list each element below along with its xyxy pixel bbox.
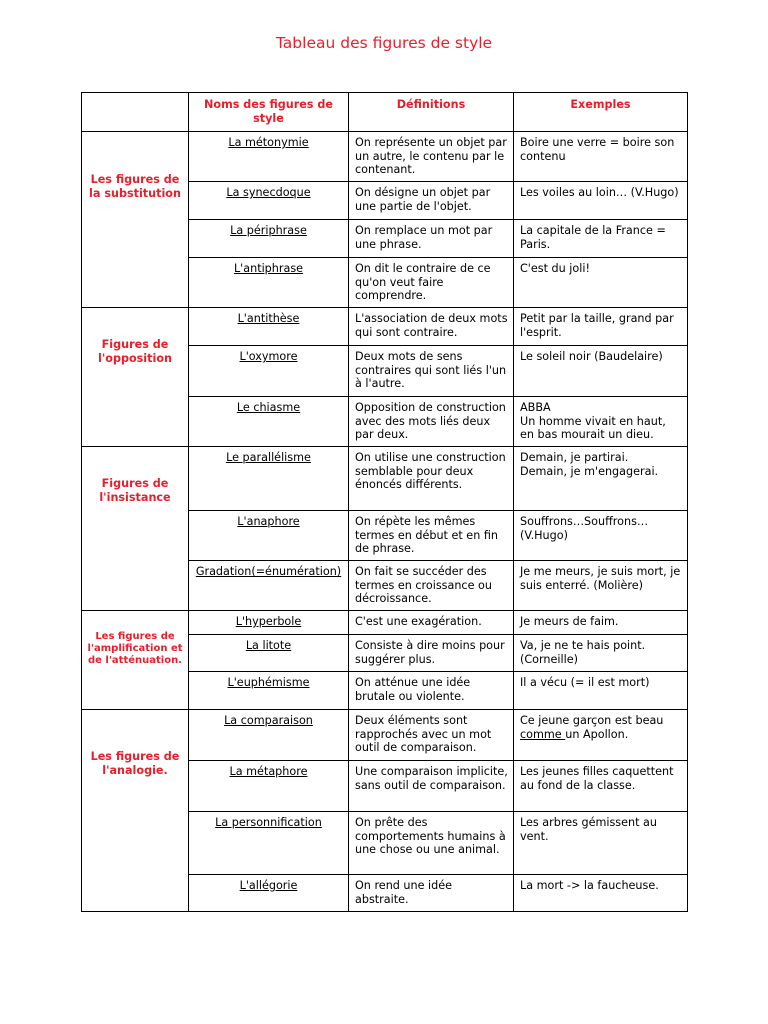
figure-definition: On représente un objet par un autre, le contenu par le contenant.: [349, 132, 514, 182]
figure-name: Le chiasme: [189, 397, 349, 447]
figure-name: L'anaphore: [189, 511, 349, 561]
figure-example: Le soleil noir (Baudelaire): [514, 346, 688, 397]
figure-definition: On désigne un objet par une partie de l'objet.: [349, 182, 514, 220]
group-label: Les figures de l'amplification et de l'atténuation.: [82, 611, 189, 710]
figure-example: [514, 447, 688, 511]
figure-example: Je meurs de faim.: [514, 611, 688, 635]
figure-definition: Deux mots de sens contraires qui sont liés l'un à l'autre.: [349, 346, 514, 397]
figure-example: La capitale de la France = Paris.: [514, 220, 688, 258]
figure-definition: Deux éléments sont rapprochés avec un mot outil de comparaison.: [349, 710, 514, 761]
figure-definition: On fait se succéder des termes en croissance ou décroissance.: [349, 561, 514, 611]
figure-name: L'hyperbole: [189, 611, 349, 635]
figure-example: Petit par la taille, grand par l'esprit.: [514, 308, 688, 346]
figure-example: [514, 710, 688, 761]
group-label: Figures de l'insistance: [82, 447, 189, 611]
header-definitions: Définitions: [349, 93, 514, 132]
example-line: Un homme vivait en haut, en bas mourait un dieu.: [520, 414, 666, 441]
figure-example: Les voiles au loin… (V.Hugo): [514, 182, 688, 220]
figure-name: La litote: [189, 635, 349, 672]
figure-definition: On dit le contraire de ce qu'on veut faire comprendre.: [349, 258, 514, 308]
example-line: Demain, je m'engagerai.: [520, 464, 659, 478]
table-row: [82, 447, 688, 511]
table-row: [82, 308, 688, 346]
group-label: Les figures de la substitution: [82, 132, 189, 308]
table-row: [82, 611, 688, 635]
figure-definition: Consiste à dire moins pour suggérer plus.: [349, 635, 514, 672]
figure-name: L'antithèse: [189, 308, 349, 346]
figure-definition: On répète les mêmes termes en début et en fin de phrase.: [349, 511, 514, 561]
figure-name: La comparaison: [189, 710, 349, 761]
figure-definition: On prête des comportements humains à une chose ou une animal.: [349, 812, 514, 875]
figure-name: Gradation(=énumération): [189, 561, 349, 611]
figures-table: [81, 92, 688, 912]
header-examples: Exemples: [514, 93, 688, 132]
figure-example: Souffrons…Souffrons… (V.Hugo): [514, 511, 688, 561]
figure-definition: On rend une idée abstraite.: [349, 875, 514, 912]
figure-example: La mort -> la faucheuse.: [514, 875, 688, 912]
figure-example: [514, 397, 688, 447]
figure-definition: L'association de deux mots qui sont contraire.: [349, 308, 514, 346]
figure-name: La métaphore: [189, 761, 349, 812]
table-body: [82, 132, 688, 912]
figure-definition: On remplace un mot par une phrase.: [349, 220, 514, 258]
figure-definition: On utilise une construction semblable pour deux énoncés différents.: [349, 447, 514, 511]
table-row: [82, 132, 688, 182]
figure-example: C'est du joli!: [514, 258, 688, 308]
header-empty-cell: [82, 93, 189, 132]
figure-example: Les arbres gémissent au vent.: [514, 812, 688, 875]
figure-example: Va, je ne te hais point. (Corneille): [514, 635, 688, 672]
figure-definition: C'est une exagération.: [349, 611, 514, 635]
figure-name: L'oxymore: [189, 346, 349, 397]
figure-name: La périphrase: [189, 220, 349, 258]
example-line: ABBA: [520, 401, 551, 414]
figure-example: Boire une verre = boire son contenu: [514, 132, 688, 182]
figure-example: Je me meurs, je suis mort, je suis enterré. (Molière): [514, 561, 688, 611]
header-row: [82, 93, 688, 132]
figure-definition: On atténue une idée brutale ou violente.: [349, 672, 514, 710]
figure-example: Les jeunes filles caquettent au fond de la classe.: [514, 761, 688, 812]
figure-example: Il a vécu (= il est mort): [514, 672, 688, 710]
figure-name: L'antiphrase: [189, 258, 349, 308]
group-label: Les figures de l'analogie.: [82, 710, 189, 912]
page-title: Tableau des figures de style: [275, 34, 493, 52]
figure-name: Le parallélisme: [189, 447, 349, 511]
group-label: Figures de l'opposition: [82, 308, 189, 447]
figure-name: La synecdoque: [189, 182, 349, 220]
header-names: Noms des figures de style: [189, 93, 349, 132]
table-row: [82, 710, 688, 761]
figure-name: L'euphémisme: [189, 672, 349, 710]
figure-name: La métonymie: [189, 132, 349, 182]
example-underlined-word: comme: [520, 727, 566, 741]
figure-name: La personnification: [189, 812, 349, 875]
figure-definition: Une comparaison implicite, sans outil de comparaison.: [349, 761, 514, 812]
example-text: Ce jeune garçon est beau: [520, 714, 664, 727]
example-text: un Apollon.: [565, 727, 629, 741]
example-line: Demain, je partirai.: [520, 451, 629, 464]
figure-name: L'allégorie: [189, 875, 349, 912]
figure-definition: Opposition de construction avec des mots liés deux par deux.: [349, 397, 514, 447]
